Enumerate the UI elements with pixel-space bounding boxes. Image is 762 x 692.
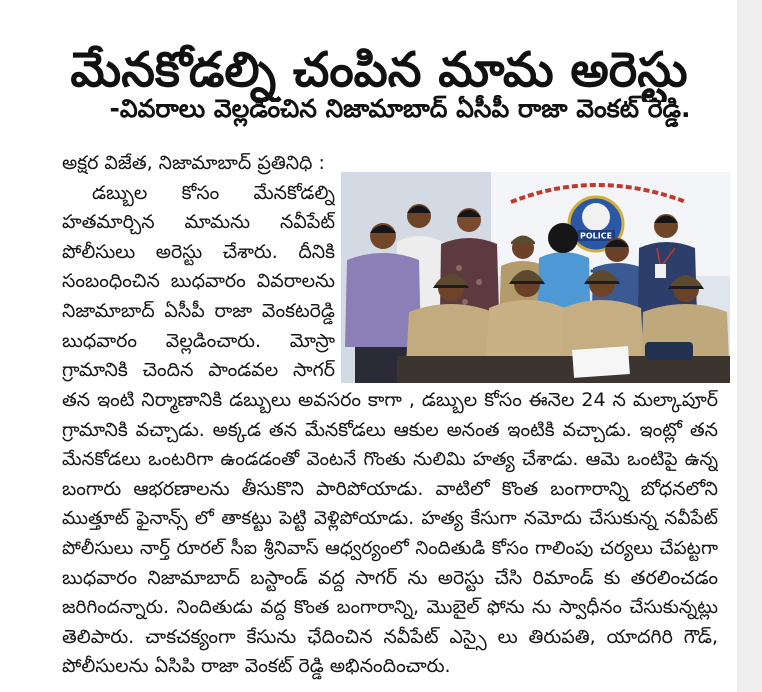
body-line: తన ఇంటి నిర్మాణానికి డబ్బులు అవసరం కాగా , డబ్బుల కోసం ఈనెల 24 న మల్కాపూర్ bbox=[62, 389, 718, 411]
table-bag bbox=[645, 342, 693, 360]
article-full-text bbox=[62, 386, 718, 682]
shirt-pattern bbox=[462, 299, 468, 305]
body-line: డబ్బుల కోసం మేనకోడల్ని bbox=[92, 181, 335, 204]
press-meet-photo bbox=[341, 172, 730, 383]
body-line: బుధవారం నిజామాబాద్ బస్టాండ్ వద్ద సాగర్ ను అరెస్టు చేసి రిమాండ్ కు తరలించడం bbox=[62, 566, 718, 589]
police-emblem-label: POLICE bbox=[579, 231, 613, 241]
body-line: తెలిపారు. చాకచక్యంగా కేసును ఛేదించిన నవీపేట్ ఎస్సై లు తిరుపతి, యాదగిరి గౌడ్, bbox=[62, 625, 718, 648]
body-line: నిజామాబాద్ ఏసీపీ రాజా వెంకటరెడ్డి bbox=[62, 299, 335, 322]
body-line: గ్రామానికి వచ్చాడు. అక్కడ తన మేనకోడలు ఆకుల అనంత ఇంటికి వచ్చాడు. ఇంట్లో తన bbox=[62, 418, 718, 441]
shirt-pattern bbox=[476, 279, 482, 285]
body-line: పోలీసులు నార్త్ రూరల్ సీఐ శ్రీనివాస్ ఆధ్వర్యంలో నిందితుడి కోసం గాలింపు చర్యలు చేపట్టగా bbox=[62, 537, 718, 559]
cap-visor bbox=[668, 286, 704, 289]
body-line: జరిగిందన్నారు. నిందితుడు వద్ద కొంత బంగారాన్ని, మొబైల్ ఫోను ను స్వాధీనం చేసుకున్నట్లు bbox=[62, 597, 718, 619]
body-line: సంబంధించిన బుధవారం వివరాలను bbox=[62, 270, 335, 293]
press-table bbox=[397, 356, 730, 383]
face-cover bbox=[548, 223, 578, 253]
body-line: బుధవారం వెల్లడించారు. మోస్రా bbox=[62, 329, 335, 352]
body-line: పోలీసులను ఏసిపి రాజా వెంకట్ రెడ్డి అభినందించారు. bbox=[62, 655, 451, 678]
dateline: అక్షర విజేత, నిజామాబాద్ ప్రతినిధి : bbox=[62, 152, 325, 174]
body-line: గ్రామానికి చెందిన పాండవల సాగర్ bbox=[62, 359, 335, 382]
headline: మేనకోడల్ని చంపిన మామ అరెస్టు bbox=[70, 42, 688, 99]
shirt-pattern bbox=[456, 265, 462, 271]
id-badge bbox=[655, 264, 666, 278]
subheadline: -వివరాలు వెల్లడించిన నిజామాబాద్ ఏసీపీ రాజా వెంకట్ రెడ్డి. bbox=[109, 94, 691, 123]
page-margin bbox=[737, 0, 762, 692]
cap-visor bbox=[433, 285, 469, 288]
body-line: మేనకోడలు ఒంటరిగా ఉండడంతో వెంటనే గొంతు నులిమి హత్య చేశాడు. ఆమె ఒంటిపై ఉన్న bbox=[62, 449, 718, 471]
table-paper bbox=[572, 346, 630, 378]
body-line: హతమార్చిన మామను నవీపేట్ bbox=[62, 211, 335, 234]
article-photo bbox=[341, 172, 730, 383]
body-line: బంగారు ఆభరణాలను తీసుకొని పారిపోయాడు. వాటిలో కొంత బంగారాన్ని బోధనలోని bbox=[62, 477, 718, 500]
cap-visor bbox=[584, 281, 620, 284]
police-emblem-inner bbox=[582, 203, 610, 231]
article-column-text bbox=[62, 149, 335, 386]
body-line: ముత్తూట్ ఫైనాన్స్ లో తాకట్టు పెట్టి వెళ్లిపోయాడు. హత్య కేసుగా నమోదు చేసుకున్న నవీపేట్ bbox=[62, 508, 718, 530]
body-line: పోలీసులు అరెస్టు చేశారు. దీనికి bbox=[62, 240, 335, 263]
cap-visor bbox=[509, 281, 545, 284]
